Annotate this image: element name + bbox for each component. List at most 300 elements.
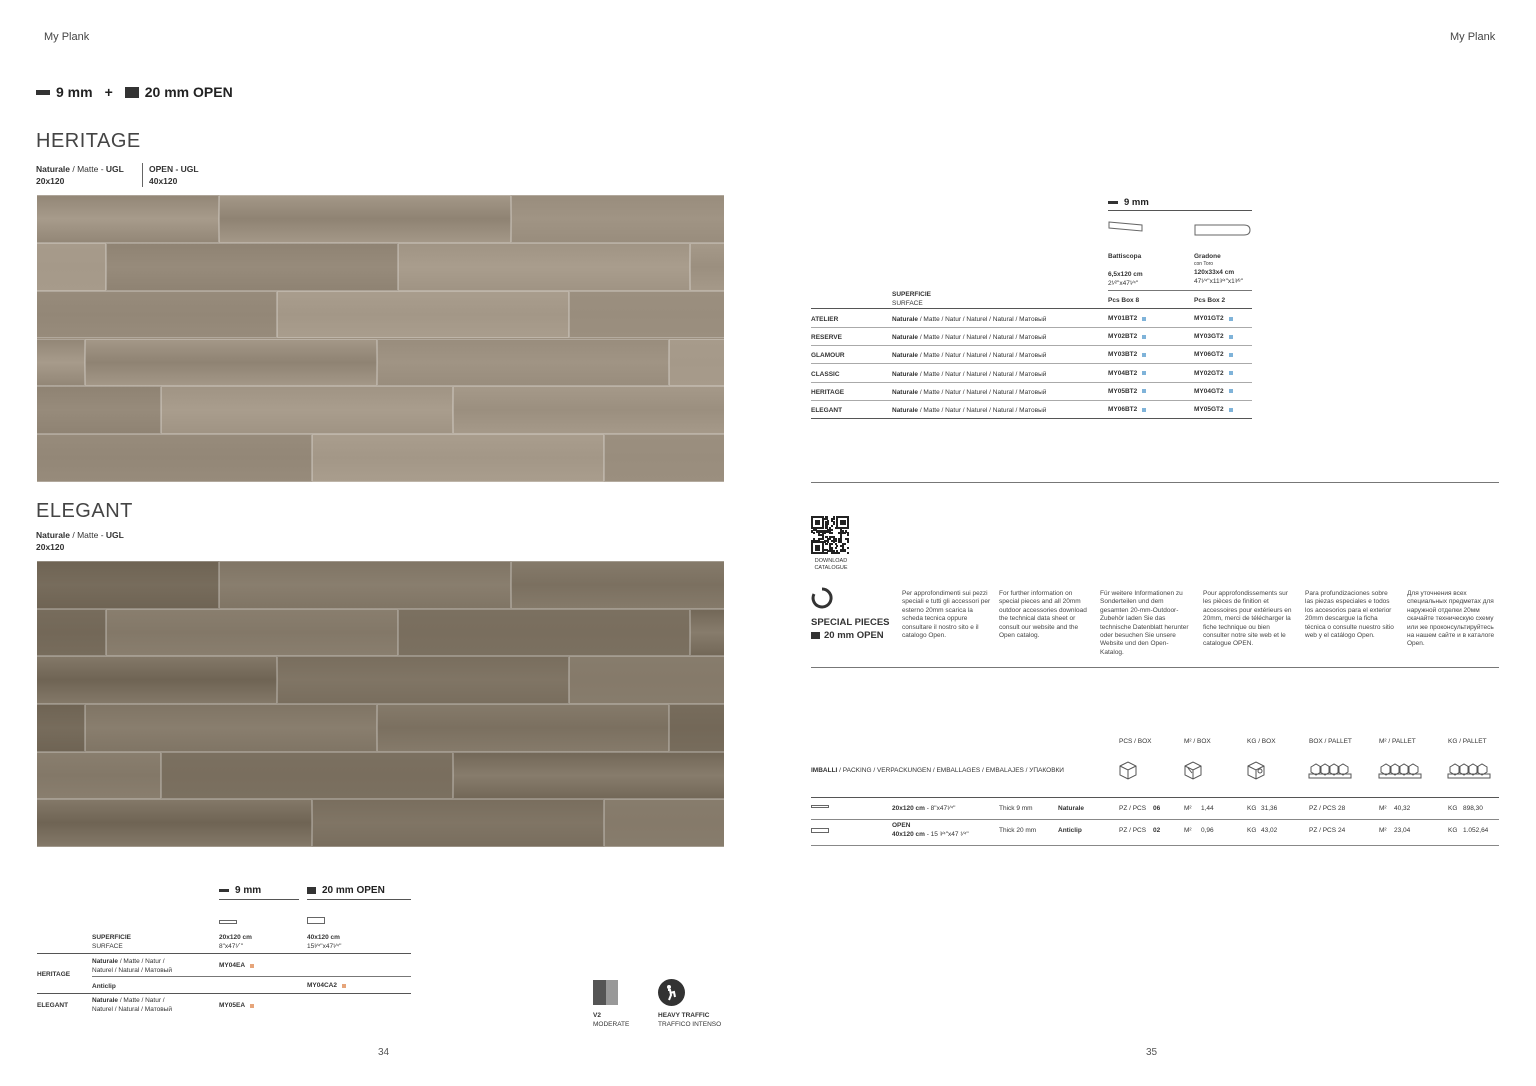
- bt-size1: [219, 933, 252, 951]
- bt-header-line: [37, 953, 411, 954]
- box-icon: [1182, 759, 1204, 781]
- tile-plank: [690, 243, 724, 291]
- packing-cell-label: PZ / PCS: [1309, 805, 1337, 812]
- sp-para-ru: Для уточнения всех специальных предметах для наружной отделки 20мм скачайте техническую схему или же проконсультируйтесь на нашем сайте и в каталоге Open.: [1407, 590, 1495, 648]
- bt-heritage-code2-square-icon: [342, 984, 346, 988]
- battiscopa-profile-icon: [1108, 221, 1144, 233]
- tile-plank: [37, 195, 219, 243]
- sp-row-code2-square-icon: [1229, 335, 1233, 339]
- sp-row-code2: [1194, 315, 1233, 322]
- tile-plank: [37, 386, 161, 434]
- heritage-surface-ugl: UGL: [105, 164, 124, 174]
- bt-heritage-surf-line2: Naturel / Natural / Матовый: [92, 967, 172, 974]
- elegant-size: 20x120: [36, 542, 65, 552]
- tile-plank: [85, 704, 377, 752]
- sp-row-code2: [1194, 333, 1233, 340]
- tile-plank: [106, 609, 398, 657]
- heavy-traffic-icon: [658, 979, 685, 1006]
- packing-row-size-top: OPEN: [892, 822, 911, 829]
- pallet-icon: [1446, 759, 1492, 781]
- bt-size2: [307, 933, 341, 951]
- sp-thin-label: 9 mm: [1124, 197, 1149, 208]
- sp-row-name-text: ELEGANT: [811, 407, 843, 414]
- sp-piece2-in: 47¹⁄⁴"x11³⁄⁴"x1³⁄⁸": [1194, 278, 1244, 285]
- bt-heritage-code1-text: MY04EA: [219, 962, 246, 969]
- heritage-surface-rest: / Matte -: [70, 164, 106, 174]
- sp-row-code1: [1108, 351, 1146, 358]
- packing-cell-value: 43,02: [1261, 827, 1278, 834]
- sp-header-line: [811, 308, 1252, 309]
- tile-plank: [312, 434, 604, 482]
- bt-heritage-code1: [219, 962, 254, 969]
- sp-row-name-text: RESERVE: [811, 334, 842, 342]
- bt-thin-profile-icon: [219, 920, 237, 924]
- packing-cell-value: 24: [1338, 827, 1346, 834]
- sp-row-name: [811, 406, 842, 415]
- qr-module: [847, 547, 849, 549]
- sp-piece2-name: Gradone: [1194, 253, 1221, 260]
- bt-heritage-surf-rest: / Matte / Natur /: [118, 958, 165, 965]
- packing-header-m2-pallet: M² / PALLET: [1379, 738, 1416, 745]
- qr-module: [825, 543, 827, 545]
- section-divider-2: [811, 667, 1499, 668]
- sp-row-surface-bold: Naturale: [892, 352, 919, 360]
- sp-row-name: [811, 315, 838, 324]
- sp-thick-bar-icon: [811, 632, 820, 639]
- bt-thick-bar-icon: [307, 887, 316, 894]
- qr-code-icon[interactable]: [811, 516, 849, 554]
- sp-row-surface: [892, 351, 1046, 360]
- tile-plank: [453, 752, 724, 800]
- qr-module: [844, 523, 846, 525]
- sp-superficie-label: SUPERFICIE: [892, 291, 932, 298]
- tile-plank: [604, 434, 724, 482]
- sp-row-surface-rest: / Matte / Natur / Naturel / Natural / Матовый: [918, 407, 1047, 414]
- packing-cell-value: 0,96: [1201, 827, 1214, 834]
- sp-row-code2-text: MY03GT2: [1194, 333, 1224, 341]
- bt-col-thick: [307, 885, 385, 896]
- packing-row-size: [892, 804, 955, 813]
- sp-row-code1: [1108, 315, 1146, 322]
- sp-para-it: Per approfondimenti sui pezzi speciali e tutti gli accessori per esterno 20mm scarica la scheda tecnica oppure consultare il nostro sito e il catalogo Open.: [902, 590, 991, 640]
- qr-module: [844, 550, 846, 552]
- sp-para-en: For further information on special pieces and all 20mm outdoor accessories download the technical data sheet or consult our website and the Open catalog.: [999, 590, 1087, 640]
- tile-plank: [106, 243, 398, 291]
- qr-module: [827, 523, 829, 525]
- qr-module: [847, 534, 849, 536]
- qr-module: [847, 552, 849, 554]
- sp-row-code1: [1108, 406, 1146, 413]
- qr-module: [822, 527, 824, 529]
- packing-header-kg-pallet: KG / PALLET: [1448, 738, 1487, 745]
- heritage-spec-2: [149, 163, 199, 187]
- packing-header-box-pallet: BOX / PALLET: [1309, 738, 1352, 745]
- heritage-surface-bold: Naturale: [36, 164, 71, 174]
- sp-piece1-in: 2¹⁄²"x47¹⁄⁴": [1108, 280, 1139, 287]
- sp-row-code2-text: MY06GT2: [1194, 351, 1224, 359]
- qr-module: [835, 540, 837, 542]
- bt-heritage-surf-bold: Naturale: [92, 958, 119, 965]
- packing-cell-value: 1,44: [1201, 805, 1214, 812]
- packing-row-surface-text: Naturale: [1058, 805, 1085, 812]
- packing-cell-value: 06: [1153, 805, 1161, 812]
- qr-module: [818, 523, 820, 525]
- bt-heritage-anticlip-text: Anticlip: [92, 983, 116, 990]
- elegant-surface-bold: Naturale: [36, 530, 71, 540]
- packing-row-thick: Thick 20 mm: [999, 827, 1037, 834]
- bt-thick-profile-icon: [307, 917, 325, 924]
- sp-row-code2-square-icon: [1229, 371, 1233, 375]
- sp-row-code1-text: MY06BT2: [1108, 406, 1138, 413]
- special-pieces-sub: 20 mm OPEN: [824, 630, 884, 641]
- tile-plank: [453, 386, 724, 434]
- packing-cell-value: 28: [1338, 805, 1346, 812]
- sp-superficie: [892, 290, 931, 308]
- sp-row-code2-text: MY05GT2: [1194, 406, 1224, 413]
- bt-elegant-code1: [219, 1002, 254, 1009]
- sp-row-line: [811, 327, 1252, 328]
- packing-cell-label: M²: [1184, 827, 1192, 834]
- packing-cell-label: M²: [1184, 805, 1192, 812]
- special-pieces-title: [811, 616, 890, 642]
- tile-plank: [37, 752, 161, 800]
- sp-row-code1-square-icon: [1142, 353, 1146, 357]
- page-number-left: 34: [378, 1047, 390, 1058]
- qr-label-1: DOWNLOAD: [814, 558, 848, 564]
- qr-module: [847, 541, 849, 543]
- sp-row-code1-square-icon: [1142, 408, 1146, 412]
- sp-piece2-sub: con Toro: [1194, 261, 1214, 267]
- packing-cell-value: 31,36: [1261, 805, 1278, 812]
- tile-plank: [277, 291, 569, 339]
- sp-piece1-box-text: Pcs Box 8: [1108, 297, 1140, 304]
- qr-module: [838, 552, 840, 554]
- packing-cell-value: 898,30: [1463, 805, 1483, 812]
- qr-module: [818, 549, 820, 551]
- tile-plank: [569, 656, 724, 704]
- sp-row-surface-bold: Naturale: [892, 388, 919, 396]
- tile-plank: [398, 243, 690, 291]
- packing-row-size: [892, 821, 969, 839]
- v2-label: V2: [593, 1012, 601, 1019]
- bt-row-elegant-surface: [92, 996, 172, 1014]
- qr-module: [831, 525, 833, 527]
- packing-row-surface-text: Anticlip: [1058, 827, 1082, 834]
- v2-badge: [593, 1011, 629, 1029]
- sp-row-surface-bold: Naturale: [892, 334, 919, 342]
- bt-heritage-code2-text: MY04CA2: [307, 982, 337, 989]
- packing-profile-icon: [811, 828, 829, 833]
- sp-row-name-text: ATELIER: [811, 316, 839, 323]
- tile-plank: [37, 434, 312, 482]
- sp-row-code1-text: MY02BT2: [1108, 333, 1138, 341]
- sp-row-surface-bold: Naturale: [892, 407, 919, 414]
- sp-row-name: [811, 370, 840, 379]
- heritage-open-size: 40x120: [149, 176, 178, 186]
- qr-module: [831, 543, 833, 545]
- tile-plank: [161, 386, 453, 434]
- bt-elegant-surf-line2: Naturel / Natural / Матовый: [92, 1006, 172, 1013]
- qr-module: [835, 547, 837, 549]
- thick-label: 20 mm OPEN: [144, 84, 233, 100]
- sp-piece1: [1108, 252, 1143, 288]
- bt-superficie-label: SUPERFICIE: [92, 934, 132, 941]
- tile-plank: [377, 339, 669, 387]
- bt-size1-in: 8"x47¹⁄´": [219, 943, 244, 950]
- sp-row-code1-text: MY04BT2: [1108, 369, 1138, 377]
- sp-row-surface-rest: / Matte / Natur / Naturel / Natural / Матовый: [918, 316, 1047, 323]
- brand-left: My Plank: [44, 31, 90, 43]
- packing-row-surface: [1058, 804, 1084, 813]
- qr-module: [844, 532, 846, 534]
- thickness-title: [36, 84, 233, 100]
- bt-row-heritage-name-text: HERITAGE: [37, 971, 71, 978]
- sp-row-line: [811, 345, 1252, 346]
- traffic-badge: [658, 1011, 721, 1029]
- bt-elegant-surf-bold: Naturale: [92, 997, 119, 1004]
- sp-row-name: [811, 333, 842, 342]
- pallet-icon: [1377, 759, 1423, 781]
- elegant-tile-image: [37, 561, 724, 847]
- bt-col-thick-line: [307, 899, 411, 900]
- packing-cell-label: M²: [1379, 827, 1387, 834]
- gradone-profile-icon: [1194, 223, 1252, 237]
- packing-row-surface: [1058, 826, 1082, 835]
- tile-plank: [37, 656, 277, 704]
- bt-col-thin-label: 9 mm: [235, 885, 262, 896]
- sp-thin-header: [1108, 197, 1149, 208]
- bt-surface-label: SURFACE: [92, 943, 123, 950]
- sp-row-line: [811, 363, 1252, 364]
- packing-cell-value: 02: [1153, 827, 1161, 834]
- sp-thin-line: [1108, 210, 1252, 211]
- heritage-tile-image: [37, 195, 724, 482]
- qr-module: [825, 552, 827, 554]
- packing-row-size-cm: 20x120 cm: [892, 805, 925, 812]
- bt-row-heritage-name: [37, 970, 70, 979]
- sp-row-line: [811, 382, 1252, 383]
- qr-label: [811, 558, 851, 572]
- qr-module: [813, 532, 815, 534]
- sp-piece2-box-text: Pcs Box 2: [1194, 297, 1226, 304]
- traffic-sub: TRAFFICO INTENSO: [658, 1021, 722, 1028]
- v2-sub: MODERATE: [593, 1021, 630, 1028]
- thin-label: 9 mm: [56, 84, 93, 100]
- sp-row-code1-text: MY03BT2: [1108, 351, 1138, 359]
- sp-piece1-name: Battiscopa: [1108, 253, 1142, 260]
- special-pieces-title-text: SPECIAL PIECES: [811, 617, 890, 628]
- packing-profile-icon: [811, 805, 829, 808]
- sp-row-code2: [1194, 351, 1233, 358]
- bt-size2-in: 15³⁄⁴"x47¹⁄⁴": [307, 943, 342, 950]
- sp-row-surface: [892, 315, 1046, 324]
- sp-row-code2-text: MY01GT2: [1194, 315, 1224, 322]
- bt-size2-cm: 40x120 cm: [307, 934, 340, 941]
- page-number-right: 35: [1146, 1047, 1158, 1058]
- bt-row-elegant-name-text: ELEGANT: [37, 1002, 69, 1009]
- bt-size1-cm: 20x120 cm: [219, 934, 252, 941]
- v2-icon: [593, 980, 618, 1005]
- packing-header-m2-box: M² / BOX: [1184, 738, 1211, 745]
- sp-row-name-text: GLAMOUR: [811, 352, 845, 360]
- packing-row-size-cm: 40x120 cm: [892, 831, 925, 838]
- sp-piece2-size: 120x33x4 cm: [1194, 269, 1235, 276]
- bt-col-thin-line: [219, 899, 299, 900]
- packing-cell-label: KG: [1247, 827, 1257, 834]
- qr-module: [836, 545, 838, 547]
- sp-row-code2-square-icon: [1229, 408, 1233, 412]
- sp-row-code1-text: MY05BT2: [1108, 387, 1138, 395]
- heritage-size: 20x120: [36, 176, 65, 186]
- tile-plank: [37, 339, 85, 387]
- pallet-icon: [1307, 759, 1353, 781]
- sp-row-code2-text: MY02GT2: [1194, 369, 1224, 377]
- packing-label-rest: / PACKING / VERPACKUNGEN / EMBALLAGES / EMBALAJES / УПАКОВКИ: [837, 767, 1064, 774]
- section-divider-1: [811, 482, 1499, 483]
- tile-plank: [511, 561, 724, 609]
- packing-cell-label: KG: [1448, 827, 1458, 834]
- qr-module: [824, 532, 826, 534]
- bt-heritage-code2: [307, 982, 346, 989]
- sp-para-es: Para profundizaciones sobre las piezas especiales e todos los accesorios para el exterior 20mm descargue la ficha técnica o consulte nuestro sitio web y el catálogo Open.: [1305, 590, 1394, 640]
- bt-row-elegant-name: [37, 1001, 68, 1010]
- qr-module: [847, 527, 849, 529]
- tile-plank: [569, 291, 724, 339]
- sp-piece1-box: [1108, 296, 1139, 305]
- qr-label-2: CATALOGUE: [814, 565, 848, 571]
- packing-cell-label: PZ / PCS: [1309, 827, 1337, 834]
- tile-plank: [161, 752, 453, 800]
- elegant-surface-rest: / Matte -: [70, 530, 106, 540]
- sp-piece1-size: 6,5x120 cm: [1108, 271, 1143, 278]
- sp-row-name: [811, 351, 845, 360]
- sp-row-code1: [1108, 388, 1146, 395]
- packing-header-kg-box: KG / BOX: [1247, 738, 1276, 745]
- bt-heritage-code1-square-icon: [250, 964, 254, 968]
- packing-row-line: [811, 845, 1499, 846]
- sp-row-code1: [1108, 333, 1146, 340]
- tile-plank: [37, 243, 106, 291]
- packing-cell-label: M²: [1379, 805, 1387, 812]
- tile-plank: [312, 799, 604, 847]
- sp-row-name: [811, 388, 844, 397]
- packing-header-line: [811, 797, 1499, 798]
- heritage-title: HERITAGE: [36, 130, 141, 152]
- bt-row-line: [37, 993, 411, 994]
- packing-label-bold: IMBALLI: [811, 767, 838, 774]
- qr-module: [831, 532, 833, 534]
- tile-plank: [604, 799, 724, 847]
- sp-row-code2-square-icon: [1229, 389, 1233, 393]
- tile-plank: [398, 609, 690, 657]
- tile-plank: [219, 195, 511, 243]
- sp-row-code2-square-icon: [1229, 317, 1233, 321]
- tile-plank: [37, 799, 312, 847]
- bt-superficie: [92, 933, 131, 951]
- qr-module: [833, 523, 835, 525]
- sp-row-surface: [892, 370, 1046, 379]
- tile-plank: [511, 195, 724, 243]
- tile-plank: [37, 561, 219, 609]
- heritage-spec-divider: [142, 163, 143, 187]
- packing-cell-label: KG: [1247, 805, 1257, 812]
- box-icon: [1245, 759, 1267, 781]
- elegant-title: ELEGANT: [36, 500, 133, 522]
- tile-plank: [669, 339, 724, 387]
- packing-label: [811, 766, 1064, 775]
- tile-plank: [377, 704, 669, 752]
- plus-sign: +: [104, 84, 113, 100]
- sp-row-surface-rest: / Matte / Natur / Naturel / Natural / Матовый: [918, 334, 1047, 342]
- special-pieces-icon: [811, 587, 833, 609]
- sp-row-surface: [892, 388, 1046, 397]
- box-icon: [1117, 759, 1139, 781]
- sp-row-surface: [892, 333, 1046, 342]
- sp-row-line: [811, 418, 1252, 419]
- packing-cell-value: 1.052,64: [1463, 827, 1489, 834]
- sp-row-code2: [1194, 406, 1233, 413]
- packing-row-line: [811, 819, 1499, 820]
- tile-plank: [37, 291, 277, 339]
- bt-elegant-code1-text: MY05EA: [219, 1002, 246, 1009]
- bt-row-heritage-surface: [92, 957, 172, 975]
- packing-cell-label: KG: [1448, 805, 1458, 812]
- bt-heritage-divider: [92, 976, 411, 977]
- sp-row-surface-bold: Naturale: [892, 316, 919, 323]
- packing-row-size-in: - 15 ³⁄⁴"x47 ¹⁄⁴": [924, 831, 969, 838]
- sp-para-fr: Pour approfondissements sur les pièces de finition et accessoires pour extérieurs en 20mm, merci de télécharger la fiche technique ou bien consulter notre site web et le catalogue OPEN.: [1203, 590, 1292, 648]
- tile-plank: [690, 609, 724, 657]
- bt-heritage-anticlip: [92, 982, 116, 991]
- bt-elegant-code1-square-icon: [250, 1004, 254, 1008]
- elegant-spec: [36, 529, 124, 553]
- qr-module: [831, 529, 833, 531]
- tile-plank: [669, 704, 724, 752]
- tile-plank: [277, 656, 569, 704]
- heritage-open: OPEN - UGL: [149, 164, 199, 174]
- sp-row-code2-text: MY04GT2: [1194, 387, 1224, 395]
- tile-plank: [37, 609, 106, 657]
- sp-thin-bar-icon: [1108, 201, 1118, 204]
- thick-bar-icon: [125, 87, 139, 98]
- packing-cell-label: PZ / PCS: [1119, 827, 1147, 834]
- tile-plank: [85, 339, 377, 387]
- bt-col-thin: [219, 885, 261, 896]
- packing-cell-value: 40,32: [1394, 805, 1411, 812]
- sp-para-de: Für weitere Informationen zu Sonderteilen und dem gesamten 20-mm-Outdoor-Zubehör laden Sie das technische Datenblatt herunter oder besuchen Sie unsere Website und den Open-Katalog.: [1100, 590, 1189, 656]
- sp-row-code2: [1194, 388, 1233, 395]
- packing-cell-value: 23,04: [1394, 827, 1411, 834]
- elegant-surface-ugl: UGL: [105, 530, 124, 540]
- sp-row-surface-rest: / Matte / Natur / Naturel / Natural / Матовый: [918, 370, 1047, 378]
- brand-right: My Plank: [1450, 31, 1496, 43]
- sp-row-code1-square-icon: [1142, 335, 1146, 339]
- sp-row-code1-square-icon: [1142, 371, 1146, 375]
- packing-header-pcs-box: PCS / BOX: [1119, 738, 1152, 745]
- sp-size-line: [1108, 290, 1252, 291]
- sp-row-surface-rest: / Matte / Natur / Naturel / Natural / Матовый: [918, 388, 1047, 396]
- sp-piece2: [1194, 252, 1243, 286]
- sp-row-line: [811, 400, 1252, 401]
- sp-row-code2: [1194, 370, 1233, 377]
- sp-piece2-box: [1194, 296, 1225, 305]
- heritage-spec-1: [36, 163, 124, 187]
- sp-row-code1-text: MY01BT2: [1108, 315, 1138, 322]
- sp-row-surface-rest: / Matte / Natur / Naturel / Natural / Матовый: [918, 352, 1047, 360]
- packing-row-thick: Thick 9 mm: [999, 805, 1033, 812]
- sp-row-code1: [1108, 370, 1146, 377]
- tile-plank: [37, 704, 85, 752]
